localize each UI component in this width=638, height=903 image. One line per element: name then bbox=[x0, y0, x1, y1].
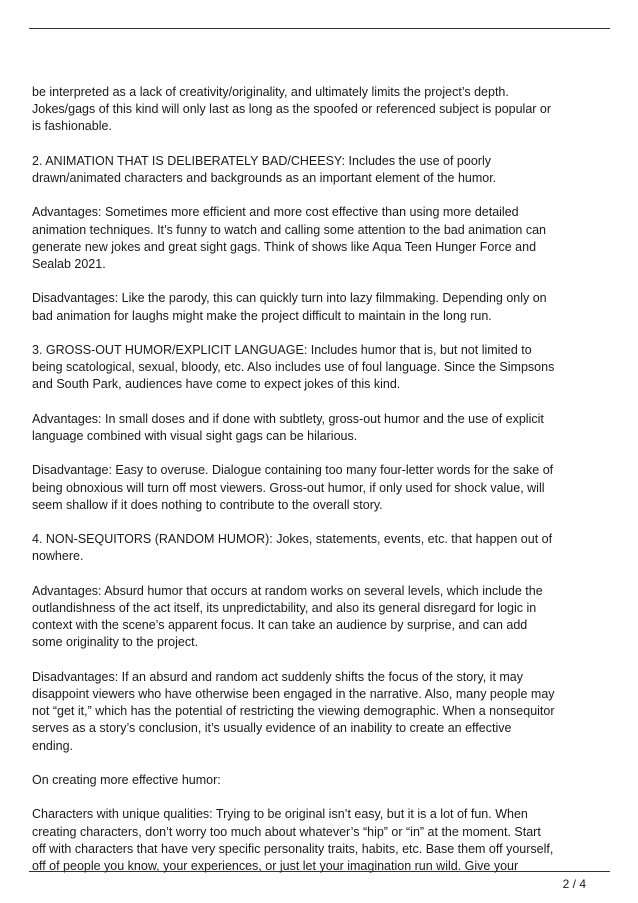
text-line: 3. GROSS-OUT HUMOR/EXPLICIT LANGUAGE: Includes humor that is, but not limited to bbox=[32, 342, 532, 357]
paragraph bbox=[32, 204, 610, 273]
text-line: Sealab 2021. bbox=[32, 257, 106, 271]
text-line: being scatological, sexual, bloody, etc. Also includes use of foul language. Since the Simpsons bbox=[32, 360, 555, 375]
paragraph bbox=[32, 531, 610, 565]
paragraph bbox=[32, 153, 610, 187]
text-line: outlandishness of the act itself, its unpredictability, and also its general disregard for logic in bbox=[32, 600, 537, 615]
text-line: serves as a story’s conclusion, it’s usually evidence of an inability to create an effective bbox=[32, 721, 512, 736]
text-line: be interpreted as a lack of creativity/originality, and ultimately limits the project’s depth. bbox=[32, 85, 509, 99]
text-line: Advantages: In small doses and if done with subtlety, gross-out humor and the use of explicit bbox=[32, 411, 544, 426]
text-line: being obnoxious will turn off most viewers. Gross-out humor, if only used for shock value, will bbox=[32, 480, 545, 495]
text-line: ending. bbox=[32, 738, 74, 753]
text-line: off of people you know, your experiences, or just let your imagination run wild. Give your bbox=[32, 858, 519, 873]
paragraph bbox=[32, 342, 610, 394]
text-line: Advantages: Absurd humor that occurs at random works on several levels, which include the bbox=[32, 583, 543, 598]
paragraph bbox=[32, 290, 610, 324]
text-line: language combined with visual sight gags can be hilarious. bbox=[32, 428, 358, 443]
paragraph bbox=[32, 669, 610, 755]
paragraph bbox=[32, 806, 610, 875]
text-line: is fashionable. bbox=[32, 119, 112, 134]
text-line: Jokes/gags of this kind will only last as long as the spoofed or referenced subject is popular or bbox=[32, 102, 552, 117]
footer-rule bbox=[29, 871, 610, 872]
text-line: disappoint viewers who have otherwise been engaged in the narrative. Also, many people may bbox=[32, 686, 555, 701]
text-line: off with characters that have very specific personality traits, habits, etc. Base them off yourself, bbox=[32, 841, 554, 856]
text-line: Disadvantages: Like the parody, this can quickly turn into lazy filmmaking. Depending only on bbox=[32, 291, 547, 306]
text-line: On creating more effective humor: bbox=[32, 772, 221, 787]
paragraph bbox=[32, 411, 610, 445]
text-line: 4. NON-SEQUITORS (RANDOM HUMOR): Jokes, statements, events, etc. that happen out of bbox=[32, 532, 553, 547]
text-line: Disadvantage: Easy to overuse. Dialogue containing too many four-letter words for the sake of bbox=[32, 463, 554, 478]
text-line: some originality to the project. bbox=[32, 635, 199, 650]
text-line: context with the scene’s apparent focus. It can take an audience by surprise, and can add bbox=[32, 618, 528, 633]
page-number: 2 / 4 bbox=[562, 877, 586, 891]
paragraph bbox=[32, 84, 610, 136]
text-line: drawn/animated characters and backgrounds as an important element of the humor. bbox=[32, 171, 497, 185]
text-line: 2. ANIMATION THAT IS DELIBERATELY BAD/CHEESY: Includes the use of poorly bbox=[32, 153, 491, 168]
text-line: seem shallow if it does nothing to contribute to the overall story. bbox=[32, 497, 383, 512]
text-line: Advantages: Sometimes more efficient and more cost effective than using more detailed bbox=[32, 205, 519, 220]
text-line: animation techniques. It’s funny to watch and calling some attention to the bad animation can bbox=[32, 222, 546, 237]
text-line: Disadvantages: If an absurd and random act suddenly shifts the focus of the story, it may bbox=[32, 669, 524, 684]
text-line: creating characters, don’t worry too much about whatever’s “hip” or “in” at the moment. Start bbox=[32, 824, 541, 839]
text-line: and South Park, audiences have come to expect jokes of this kind. bbox=[32, 377, 401, 392]
text-line: generate new jokes and great sight gags. Think of shows like Aqua Teen Hunger Force and bbox=[32, 239, 537, 254]
header-rule bbox=[29, 28, 610, 29]
paragraph bbox=[32, 583, 610, 652]
text-line: nowhere. bbox=[32, 549, 84, 564]
text-line: not “get it,” which has the potential of restricting the viewing demographic. When a nonsequitor bbox=[32, 704, 555, 719]
paragraph bbox=[32, 772, 610, 789]
text-line: bad animation for laughs might make the project difficult to maintain in the long run. bbox=[32, 308, 492, 323]
body-text bbox=[32, 84, 610, 892]
text-line: Characters with unique qualities: Trying to be original isn’t easy, but it is a lot of fun. When bbox=[32, 807, 528, 822]
paragraph bbox=[32, 462, 610, 514]
